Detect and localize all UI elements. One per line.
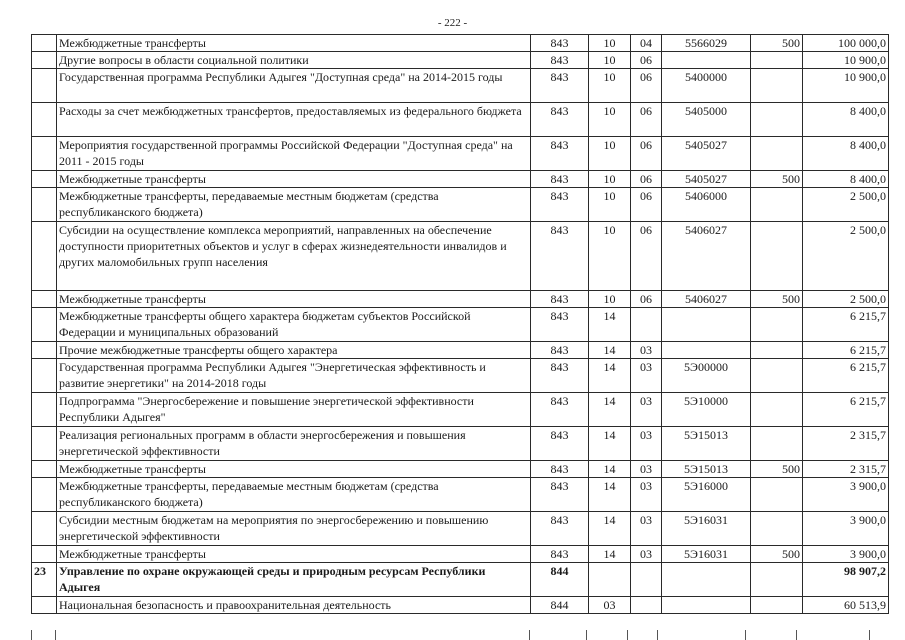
row-csr: 5Э10000 xyxy=(662,393,751,427)
table-row xyxy=(32,137,889,171)
page-number: - 222 - xyxy=(437,17,468,29)
row-number xyxy=(32,597,57,614)
row-pr: 06 xyxy=(631,69,662,103)
row-csr: 5Э16031 xyxy=(662,546,751,563)
table-row xyxy=(32,35,889,52)
row-pr: 03 xyxy=(631,359,662,393)
row-csr: 5406000 xyxy=(662,188,751,222)
row-vr xyxy=(751,342,803,359)
table-row xyxy=(32,103,889,137)
row-sum: 2 315,7 xyxy=(803,427,889,461)
row-sum: 3 900,0 xyxy=(803,546,889,563)
table-row xyxy=(32,342,889,359)
table-row xyxy=(32,222,889,291)
row-name: Межбюджетные трансферты общего характера бюджетам субъектов Российской Федерации и муниципальных образований xyxy=(57,308,531,342)
table-row xyxy=(32,52,889,69)
row-ved: 844 xyxy=(531,597,589,614)
row-csr: 5Э16000 xyxy=(662,478,751,512)
row-rz: 14 xyxy=(589,342,631,359)
row-sum: 2 315,7 xyxy=(803,461,889,478)
row-pr xyxy=(631,308,662,342)
table-row xyxy=(32,546,889,563)
budget-table xyxy=(31,34,889,614)
row-pr: 03 xyxy=(631,427,662,461)
row-ved: 843 xyxy=(531,35,589,52)
table-row xyxy=(32,512,889,546)
row-name: Управление по охране окружающей среды и природным ресурсам Республики Адыгея xyxy=(57,563,531,597)
row-sum: 60 513,9 xyxy=(803,597,889,614)
row-name: Государственная программа Республики Адыгея "Доступная среда" на 2014-2015 годы xyxy=(57,69,531,103)
row-ved: 843 xyxy=(531,171,589,188)
row-name: Расходы за счет межбюджетных трансфертов, предоставляемых из федерального бюджета xyxy=(57,103,531,137)
row-pr: 03 xyxy=(631,342,662,359)
row-sum: 2 500,0 xyxy=(803,222,889,291)
row-csr xyxy=(662,563,751,597)
row-ved: 843 xyxy=(531,103,589,137)
row-pr: 06 xyxy=(631,137,662,171)
row-sum: 6 215,7 xyxy=(803,393,889,427)
row-sum: 3 900,0 xyxy=(803,478,889,512)
row-number xyxy=(32,52,57,69)
column-border xyxy=(55,630,56,640)
row-csr: 5406027 xyxy=(662,291,751,308)
row-csr: 5400000 xyxy=(662,69,751,103)
row-number xyxy=(32,69,57,103)
row-rz: 14 xyxy=(589,546,631,563)
row-vr xyxy=(751,393,803,427)
row-pr: 06 xyxy=(631,188,662,222)
column-border xyxy=(586,630,587,640)
row-csr: 5405027 xyxy=(662,137,751,171)
row-number xyxy=(32,546,57,563)
row-sum: 100 000,0 xyxy=(803,35,889,52)
row-rz xyxy=(589,563,631,597)
row-csr: 5Э15013 xyxy=(662,461,751,478)
row-name: Реализация региональных программ в области энергосбережения и повышения энергетической эффективности xyxy=(57,427,531,461)
row-pr: 06 xyxy=(631,222,662,291)
row-csr xyxy=(662,342,751,359)
row-number xyxy=(32,188,57,222)
table-row xyxy=(32,171,889,188)
column-border xyxy=(796,630,797,640)
row-csr: 5Э00000 xyxy=(662,359,751,393)
row-vr xyxy=(751,222,803,291)
column-border xyxy=(745,630,746,640)
row-pr: 03 xyxy=(631,546,662,563)
row-sum: 8 400,0 xyxy=(803,137,889,171)
row-csr: 5405000 xyxy=(662,103,751,137)
row-sum: 2 500,0 xyxy=(803,188,889,222)
row-name: Субсидии местным бюджетам на мероприятия по энергосбережению и повышению энергетической эффективности xyxy=(57,512,531,546)
row-sum: 2 500,0 xyxy=(803,291,889,308)
row-sum: 10 900,0 xyxy=(803,52,889,69)
row-rz: 10 xyxy=(589,291,631,308)
row-pr: 03 xyxy=(631,478,662,512)
row-pr: 06 xyxy=(631,171,662,188)
row-rz: 14 xyxy=(589,512,631,546)
column-border xyxy=(31,630,32,640)
column-border xyxy=(529,630,530,640)
row-ved: 843 xyxy=(531,188,589,222)
budget-table-body xyxy=(32,35,889,614)
row-number xyxy=(32,308,57,342)
row-ved: 843 xyxy=(531,478,589,512)
row-csr: 5566029 xyxy=(662,35,751,52)
row-rz: 14 xyxy=(589,478,631,512)
row-rz: 10 xyxy=(589,69,631,103)
row-rz: 14 xyxy=(589,461,631,478)
column-border xyxy=(657,630,658,640)
row-name: Межбюджетные трансферты xyxy=(57,461,531,478)
row-ved: 843 xyxy=(531,546,589,563)
table-row xyxy=(32,461,889,478)
row-sum: 3 900,0 xyxy=(803,512,889,546)
row-sum: 8 400,0 xyxy=(803,171,889,188)
row-name: Прочие межбюджетные трансферты общего характера xyxy=(57,342,531,359)
column-border xyxy=(869,630,870,640)
row-rz: 10 xyxy=(589,171,631,188)
row-vr xyxy=(751,597,803,614)
row-number xyxy=(32,171,57,188)
row-name: Межбюджетные трансферты, передаваемые местным бюджетам (средства республиканского бюджета) xyxy=(57,188,531,222)
row-rz: 10 xyxy=(589,35,631,52)
row-name: Подпрограмма "Энергосбережение и повышение энергетической эффективности Республики Адыгея" xyxy=(57,393,531,427)
row-rz: 10 xyxy=(589,188,631,222)
table-row xyxy=(32,393,889,427)
row-number xyxy=(32,291,57,308)
row-ved: 843 xyxy=(531,427,589,461)
row-sum: 6 215,7 xyxy=(803,359,889,393)
row-ved: 843 xyxy=(531,291,589,308)
row-number xyxy=(32,222,57,291)
row-ved: 843 xyxy=(531,393,589,427)
row-ved: 843 xyxy=(531,222,589,291)
row-number xyxy=(32,461,57,478)
row-vr xyxy=(751,52,803,69)
row-number: 23 xyxy=(32,563,57,597)
row-pr: 06 xyxy=(631,103,662,137)
row-vr: 500 xyxy=(751,291,803,308)
table-row xyxy=(32,291,889,308)
row-name: Межбюджетные трансферты, передаваемые местным бюджетам (средства республиканского бюджета) xyxy=(57,478,531,512)
row-name: Другие вопросы в области социальной политики xyxy=(57,52,531,69)
row-vr xyxy=(751,137,803,171)
row-number xyxy=(32,103,57,137)
row-vr xyxy=(751,359,803,393)
row-number xyxy=(32,342,57,359)
row-pr: 06 xyxy=(631,52,662,69)
row-ved: 843 xyxy=(531,69,589,103)
row-ved: 843 xyxy=(531,359,589,393)
row-name: Межбюджетные трансферты xyxy=(57,291,531,308)
row-rz: 10 xyxy=(589,103,631,137)
row-vr xyxy=(751,563,803,597)
row-csr xyxy=(662,52,751,69)
row-ved: 843 xyxy=(531,137,589,171)
row-csr: 5Э15013 xyxy=(662,427,751,461)
row-name: Государственная программа Республики Адыгея "Энергетическая эффективность и развитие энергетики" на 2014-2018 годы xyxy=(57,359,531,393)
row-number xyxy=(32,35,57,52)
row-vr: 500 xyxy=(751,171,803,188)
row-vr xyxy=(751,308,803,342)
row-ved: 843 xyxy=(531,52,589,69)
row-ved: 843 xyxy=(531,461,589,478)
row-number xyxy=(32,427,57,461)
row-name: Субсидии на осуществление комплекса мероприятий, направленных на обеспечение доступности приоритетных объектов и услуг в сферах жизнедеятельности инвалидов и других маломобильных групп населения xyxy=(57,222,531,291)
row-vr: 500 xyxy=(751,35,803,52)
row-sum: 98 907,2 xyxy=(803,563,889,597)
row-vr xyxy=(751,478,803,512)
row-rz: 10 xyxy=(589,137,631,171)
row-name: Национальная безопасность и правоохранительная деятельность xyxy=(57,597,531,614)
table-row xyxy=(32,359,889,393)
row-csr: 5406027 xyxy=(662,222,751,291)
row-rz: 03 xyxy=(589,597,631,614)
row-sum: 10 900,0 xyxy=(803,69,889,103)
row-sum: 8 400,0 xyxy=(803,103,889,137)
row-vr xyxy=(751,427,803,461)
row-csr: 5405027 xyxy=(662,171,751,188)
row-rz: 10 xyxy=(589,222,631,291)
row-number xyxy=(32,393,57,427)
row-sum: 6 215,7 xyxy=(803,342,889,359)
row-pr: 04 xyxy=(631,35,662,52)
table-row xyxy=(32,478,889,512)
row-rz: 14 xyxy=(589,359,631,393)
row-name: Мероприятия государственной программы Российской Федерации "Доступная среда" на 2011 - 2015 годы xyxy=(57,137,531,171)
row-pr: 06 xyxy=(631,291,662,308)
row-vr: 500 xyxy=(751,461,803,478)
row-ved: 843 xyxy=(531,512,589,546)
row-vr: 500 xyxy=(751,546,803,563)
row-pr: 03 xyxy=(631,461,662,478)
row-csr: 5Э16031 xyxy=(662,512,751,546)
row-pr: 03 xyxy=(631,393,662,427)
row-vr xyxy=(751,188,803,222)
row-csr xyxy=(662,597,751,614)
row-name: Межбюджетные трансферты xyxy=(57,35,531,52)
table-row xyxy=(32,427,889,461)
table-row xyxy=(32,597,889,614)
table-row xyxy=(32,308,889,342)
row-vr xyxy=(751,69,803,103)
table-row-department xyxy=(32,563,889,597)
row-rz: 14 xyxy=(589,393,631,427)
next-row-borders xyxy=(31,628,870,640)
row-sum: 6 215,7 xyxy=(803,308,889,342)
column-border xyxy=(627,630,628,640)
row-name: Межбюджетные трансферты xyxy=(57,546,531,563)
row-vr xyxy=(751,512,803,546)
row-csr xyxy=(662,308,751,342)
row-name: Межбюджетные трансферты xyxy=(57,171,531,188)
table-row xyxy=(32,69,889,103)
row-ved: 843 xyxy=(531,342,589,359)
row-ved: 843 xyxy=(531,308,589,342)
row-number xyxy=(32,512,57,546)
row-ved: 844 xyxy=(531,563,589,597)
row-pr xyxy=(631,597,662,614)
row-rz: 14 xyxy=(589,308,631,342)
row-number xyxy=(32,137,57,171)
row-pr: 03 xyxy=(631,512,662,546)
row-number xyxy=(32,359,57,393)
table-row xyxy=(32,188,889,222)
row-number xyxy=(32,478,57,512)
row-pr xyxy=(631,563,662,597)
row-vr xyxy=(751,103,803,137)
row-rz: 14 xyxy=(589,427,631,461)
row-rz: 10 xyxy=(589,52,631,69)
